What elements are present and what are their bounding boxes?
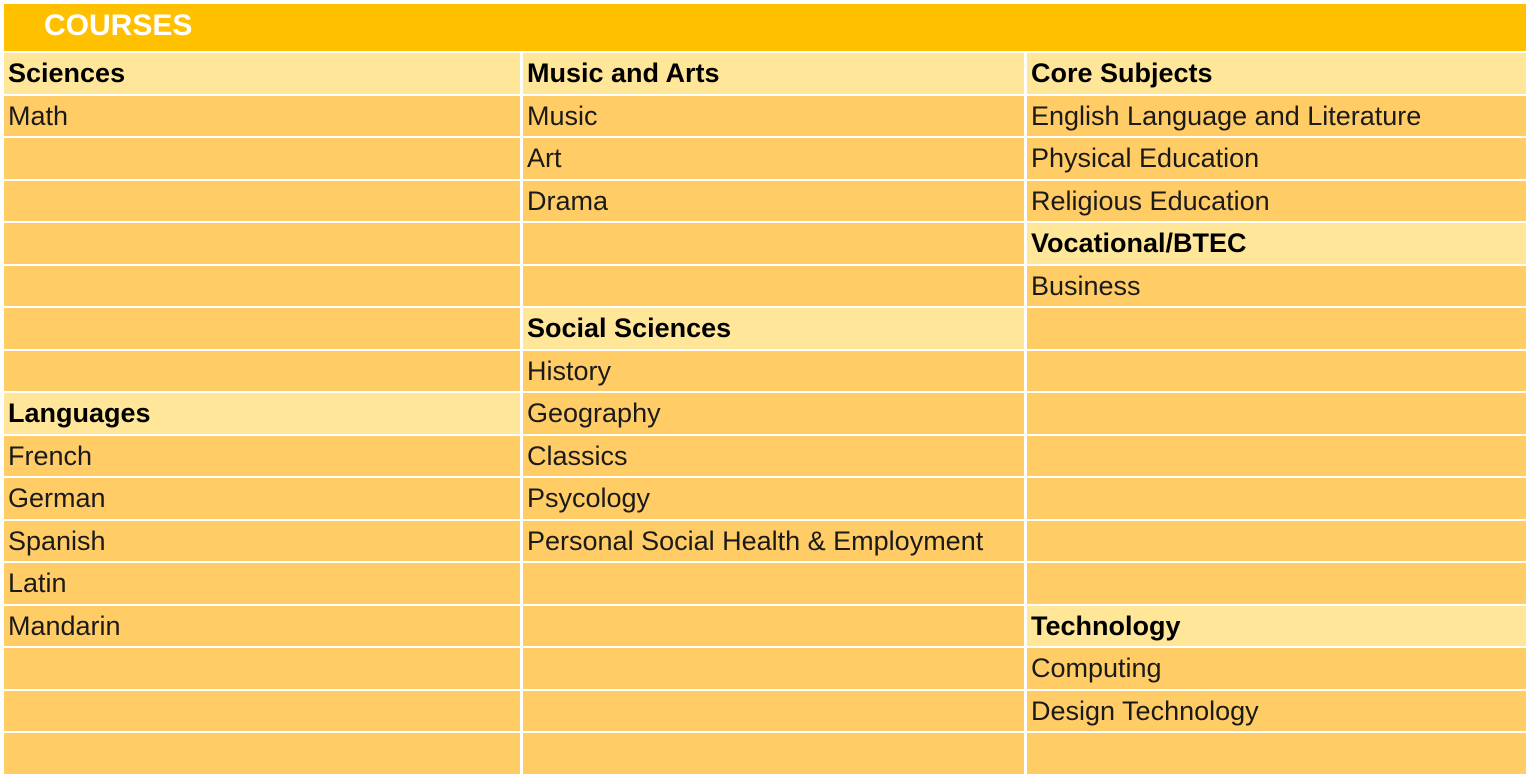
empty-cell xyxy=(1027,308,1526,349)
empty-cell xyxy=(523,606,1024,647)
empty-cell xyxy=(1027,393,1526,434)
empty-cell xyxy=(523,266,1024,307)
empty-cell xyxy=(1027,733,1526,774)
course-cell: Drama xyxy=(523,181,1024,222)
category-header: Social Sciences xyxy=(523,308,1024,349)
course-cell: Classics xyxy=(523,436,1024,477)
course-cell: History xyxy=(523,351,1024,392)
empty-cell xyxy=(523,691,1024,732)
category-header: Vocational/BTEC xyxy=(1027,223,1526,264)
course-cell: Personal Social Health & Employment xyxy=(523,521,1024,562)
course-cell: Latin xyxy=(4,563,520,604)
course-cell: Mandarin xyxy=(4,606,520,647)
page-title: COURSES xyxy=(44,9,193,42)
empty-cell xyxy=(4,138,520,179)
empty-cell xyxy=(1027,563,1526,604)
empty-cell xyxy=(523,223,1024,264)
category-header: Core Subjects xyxy=(1027,53,1526,94)
empty-cell xyxy=(1027,351,1526,392)
course-cell: French xyxy=(4,436,520,477)
empty-cell xyxy=(4,733,520,774)
category-header: Technology xyxy=(1027,606,1526,647)
category-header: Sciences xyxy=(4,53,520,94)
category-header: Languages xyxy=(4,393,520,434)
empty-cell xyxy=(1027,521,1526,562)
empty-cell xyxy=(4,223,520,264)
courses-banner xyxy=(4,4,1526,51)
course-cell: Computing xyxy=(1027,648,1526,689)
empty-cell xyxy=(1027,436,1526,477)
course-cell: English Language and Literature xyxy=(1027,96,1526,137)
empty-cell xyxy=(4,181,520,222)
course-cell: Design Technology xyxy=(1027,691,1526,732)
course-cell: Music xyxy=(523,96,1024,137)
course-cell: Math xyxy=(4,96,520,137)
course-cell: Psycology xyxy=(523,478,1024,519)
empty-cell xyxy=(523,733,1024,774)
course-cell: Art xyxy=(523,138,1024,179)
course-cell: Business xyxy=(1027,266,1526,307)
empty-cell xyxy=(523,648,1024,689)
course-cell: German xyxy=(4,478,520,519)
course-cell: Geography xyxy=(523,393,1024,434)
category-header: Music and Arts xyxy=(523,53,1024,94)
courses-table xyxy=(4,53,1526,774)
empty-cell xyxy=(523,563,1024,604)
course-cell: Physical Education xyxy=(1027,138,1526,179)
empty-cell xyxy=(4,648,520,689)
empty-cell xyxy=(4,266,520,307)
empty-cell xyxy=(1027,478,1526,519)
course-cell: Spanish xyxy=(4,521,520,562)
course-cell: Religious Education xyxy=(1027,181,1526,222)
empty-cell xyxy=(4,308,520,349)
empty-cell xyxy=(4,691,520,732)
empty-cell xyxy=(4,351,520,392)
